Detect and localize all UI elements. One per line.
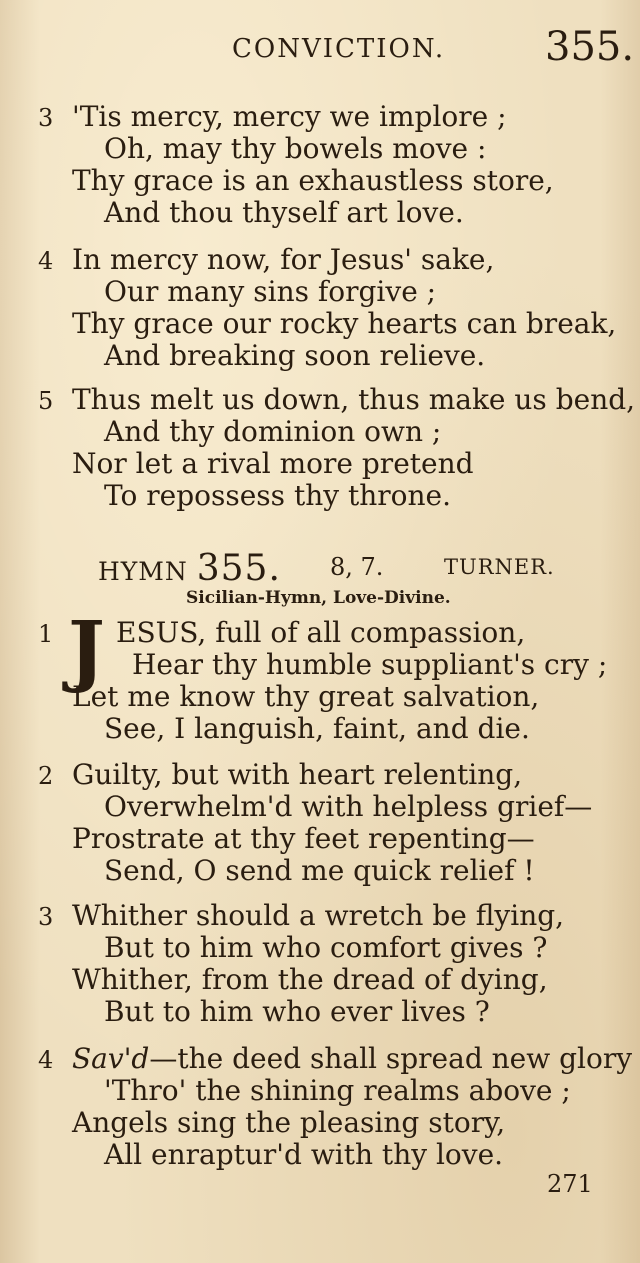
hymn-number: 355. xyxy=(196,548,281,589)
verse-line: Oh, may thy bowels move : xyxy=(104,132,487,165)
hymn-subtitle: Sicilian-Hymn, Love-Divine. xyxy=(186,588,451,608)
hymn-label: HYMN xyxy=(98,557,188,586)
verse-line: Overwhelm'd with helpless grief— xyxy=(104,790,593,823)
verse-line: Guilty, but with heart relenting, xyxy=(72,758,523,791)
verse-line: All enraptur'd with thy love. xyxy=(104,1138,504,1171)
verse-number: 4 xyxy=(38,1046,54,1074)
verse-line: Nor let a rival more pretend xyxy=(72,447,474,480)
verse-line: 'Tis mercy, mercy we implore ; xyxy=(72,100,507,133)
verse-line: Angels sing the pleasing story, xyxy=(72,1106,506,1139)
verse-number: 3 xyxy=(38,104,54,132)
verse-number: 3 xyxy=(38,903,54,931)
running-title: CONVICTION. xyxy=(232,34,446,64)
verse-line: 'Thro' the shining realms above ; xyxy=(104,1074,571,1107)
signature-mark: 271 xyxy=(547,1170,593,1198)
verse-line: Let me know thy great salvation, xyxy=(72,680,540,713)
verse-number: 1 xyxy=(38,620,54,648)
verse-number: 2 xyxy=(38,762,54,790)
verse-line: Whither should a wretch be flying, xyxy=(72,899,565,932)
verse-line: But to him who comfort gives ? xyxy=(104,931,548,964)
first-word: Sav'd xyxy=(72,1042,150,1075)
hymn-tune: TURNER. xyxy=(444,555,555,579)
verse-line: In mercy now, for Jesus' sake, xyxy=(72,243,495,276)
line-rest: —the deed shall spread new glory xyxy=(149,1042,633,1075)
verse-line: Whither, from the dread of dying, xyxy=(72,963,548,996)
hymn-title xyxy=(98,548,281,589)
verse-line: ESUS, full of all compassion, xyxy=(116,616,526,649)
hymn-meter: 8, 7. xyxy=(330,553,384,581)
verse-line: Prostrate at thy feet repenting— xyxy=(72,822,535,855)
verse-line: Thus melt us down, thus make us bend, xyxy=(72,383,636,416)
verse-line: Thy grace our rocky hearts can break, xyxy=(72,307,617,340)
verse-line: And thou thyself art love. xyxy=(104,196,464,229)
verse-line: Our many sins forgive ; xyxy=(104,275,437,308)
verse-line: See, I languish, faint, and die. xyxy=(104,712,530,745)
verse-line: But to him who ever lives ? xyxy=(104,995,490,1028)
verse-line: Send, O send me quick relief ! xyxy=(104,854,535,887)
drop-cap: J xyxy=(68,605,105,696)
verse-line xyxy=(72,1042,632,1075)
verse-number: 5 xyxy=(38,387,54,415)
verse-line: And breaking soon relieve. xyxy=(104,339,486,372)
verse-line: Hear thy humble suppliant's cry ; xyxy=(132,648,608,681)
verse-line: Thy grace is an exhaustless store, xyxy=(72,164,554,197)
verse-line: And thy dominion own ; xyxy=(104,415,442,448)
verse-line: To repossess thy throne. xyxy=(104,479,451,512)
verse-number: 4 xyxy=(38,247,54,275)
page-number: 355. xyxy=(545,24,635,70)
